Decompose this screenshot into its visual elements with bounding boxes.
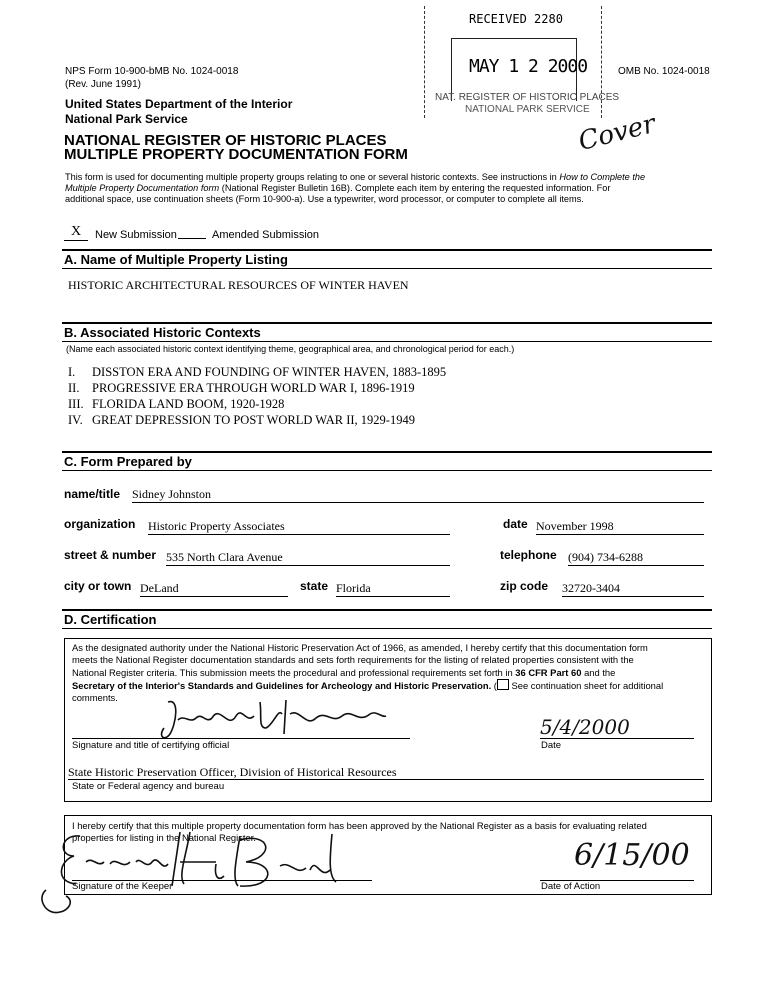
- organization-field[interactable]: Historic Property Associates: [148, 519, 450, 535]
- divider: [62, 341, 712, 342]
- street-label: street & number: [64, 548, 157, 562]
- agency-line: [68, 779, 704, 780]
- city-label: city or town: [64, 579, 132, 593]
- instructions-line1a: This form is used for documenting multiple property groups relating to one or several historic contexts. See instructions in: [65, 172, 560, 182]
- instructions-line2b: (National Register Bulletin 16B). Complete each item by entering the requested information. For: [219, 183, 611, 193]
- keeper-signature-label: Signature of the Keeper: [72, 881, 173, 892]
- context-item: IV. GREAT DEPRESSION TO POST WORLD WAR II, 1929-1949: [68, 413, 415, 427]
- agency-field[interactable]: State Historic Preservation Officer, Division of Historical Resources: [68, 765, 397, 779]
- section-b-title: B. Associated Historic Contexts: [64, 325, 261, 340]
- section-b-instruction: (Name each associated historic context identifying theme, geographical area, and chronological period for each.): [66, 344, 515, 354]
- cert-line4b: (: [491, 679, 497, 691]
- divider: [62, 451, 712, 453]
- cert-line4c: See continuation sheet for additional: [508, 679, 664, 691]
- cert-line3c: and the: [581, 666, 616, 678]
- telephone-label: telephone: [500, 548, 557, 562]
- new-submission-label: New Submission: [95, 229, 177, 241]
- date-field[interactable]: November 1998: [536, 519, 704, 535]
- keeper-line2: properties for listing in the National Register.: [72, 832, 256, 844]
- context-item: II. PROGRESSIVE ERA THROUGH WORLD WAR I, 1896-1919: [68, 381, 415, 395]
- certifying-official-signature: [150, 694, 390, 744]
- instructions-line2a: Multiple Property Documentation form: [65, 183, 220, 193]
- name-title-field[interactable]: Sidney Johnston: [132, 487, 704, 503]
- date-label: date: [503, 517, 528, 531]
- keeper-signature: [40, 826, 340, 916]
- form-title-line1: NATIONAL REGISTER OF HISTORIC PLACES: [64, 132, 387, 149]
- signature-line: [72, 738, 410, 739]
- section-d-title: D. Certification: [64, 612, 157, 627]
- new-submission-mark[interactable]: X: [64, 224, 88, 241]
- section-c-title: C. Form Prepared by: [64, 454, 192, 469]
- telephone-field[interactable]: (904) 734-6288: [568, 550, 704, 566]
- divider: [62, 322, 712, 324]
- signature-label: Signature and title of certifying official: [72, 740, 230, 751]
- stamp-line3: NAT. REGISTER OF HISTORIC PLACES: [435, 92, 620, 103]
- multiple-property-name: HISTORIC ARCHITECTURAL RESOURCES OF WINTER HAVEN: [68, 278, 409, 292]
- name-title-label: name/title: [64, 487, 121, 501]
- context-item: III. FLORIDA LAND BOOM, 1920-1928: [68, 397, 285, 411]
- omb-number: OMB No. 1024-0018: [618, 66, 710, 77]
- received-stamp: [424, 6, 620, 118]
- instructions-line1b: How to Complete the: [559, 172, 646, 182]
- divider: [62, 470, 712, 471]
- amended-submission-blank[interactable]: [178, 238, 206, 239]
- stamp-date: MAY 1 2 2000: [469, 56, 588, 77]
- divider: [62, 268, 712, 269]
- cert-line1: As the designated authority under the National Historic Preservation Act of 1966, as amended, I hereby certify that this documentation form: [72, 642, 648, 653]
- divider: [62, 628, 712, 629]
- divider: [62, 249, 712, 251]
- cert-line5: comments.: [72, 692, 118, 704]
- street-field[interactable]: 535 North Clara Avenue: [166, 550, 450, 566]
- instructions-line3: additional space, use continuation sheets (Form 10-900-a). Use a typewriter, word processor, or computer to complete all items.: [65, 194, 584, 204]
- keeper-date-label: Date of Action: [541, 881, 601, 892]
- state-field[interactable]: Florida: [336, 581, 450, 597]
- agency: National Park Service: [65, 112, 188, 126]
- keeper-date-handwritten: 6/15/00: [574, 838, 690, 873]
- certification-date-label: Date: [541, 740, 562, 751]
- agency-label: State or Federal agency and bureau: [72, 781, 225, 792]
- cert-line4a: Secretary of the Interior's Standards and Guidelines for Archeology and Historic Preservation.: [72, 679, 492, 691]
- cert-line3b: 36 CFR Part 60: [515, 666, 582, 678]
- continuation-checkbox[interactable]: [497, 679, 509, 690]
- section-a-title: A. Name of Multiple Property Listing: [64, 252, 288, 267]
- form-number: NPS Form 10-900-bMB No. 1024-0018: [65, 66, 239, 77]
- cert-line3a: National Register criteria. This submission meets the procedural and professional requirements set forth in: [72, 666, 516, 678]
- handwritten-cover-note: Cover: [575, 109, 659, 157]
- date-line: [540, 738, 694, 739]
- amended-submission-label: Amended Submission: [212, 229, 320, 241]
- organization-label: organization: [64, 517, 136, 531]
- zip-label: zip code: [500, 579, 549, 593]
- certification-date-handwritten: 5/4/2000: [540, 715, 630, 739]
- zip-field[interactable]: 32720-3404: [562, 581, 704, 597]
- city-field[interactable]: DeLand: [140, 581, 288, 597]
- form-revision: (Rev. June 1991): [65, 79, 141, 90]
- form-title-line2: MULTIPLE PROPERTY DOCUMENTATION FORM: [64, 146, 408, 163]
- context-item: I. DISSTON ERA AND FOUNDING OF WINTER HAVEN, 1883-1895: [68, 365, 447, 379]
- department: United States Department of the Interior: [65, 97, 293, 111]
- cert-line2: meets the National Register documentation standards and sets forth requirements for the listing of related properties consistent with the: [72, 654, 634, 666]
- state-label: state: [300, 579, 329, 593]
- stamp-line4: NATIONAL PARK SERVICE: [465, 104, 590, 115]
- divider: [62, 609, 712, 611]
- historic-contexts-list: [68, 364, 446, 428]
- stamp-received: RECEIVED 2280: [469, 12, 563, 26]
- instructions: [65, 172, 645, 205]
- keeper-line1: I hereby certify that this multiple property documentation form has been approved by the National Register as a basis for evaluating related: [72, 820, 647, 831]
